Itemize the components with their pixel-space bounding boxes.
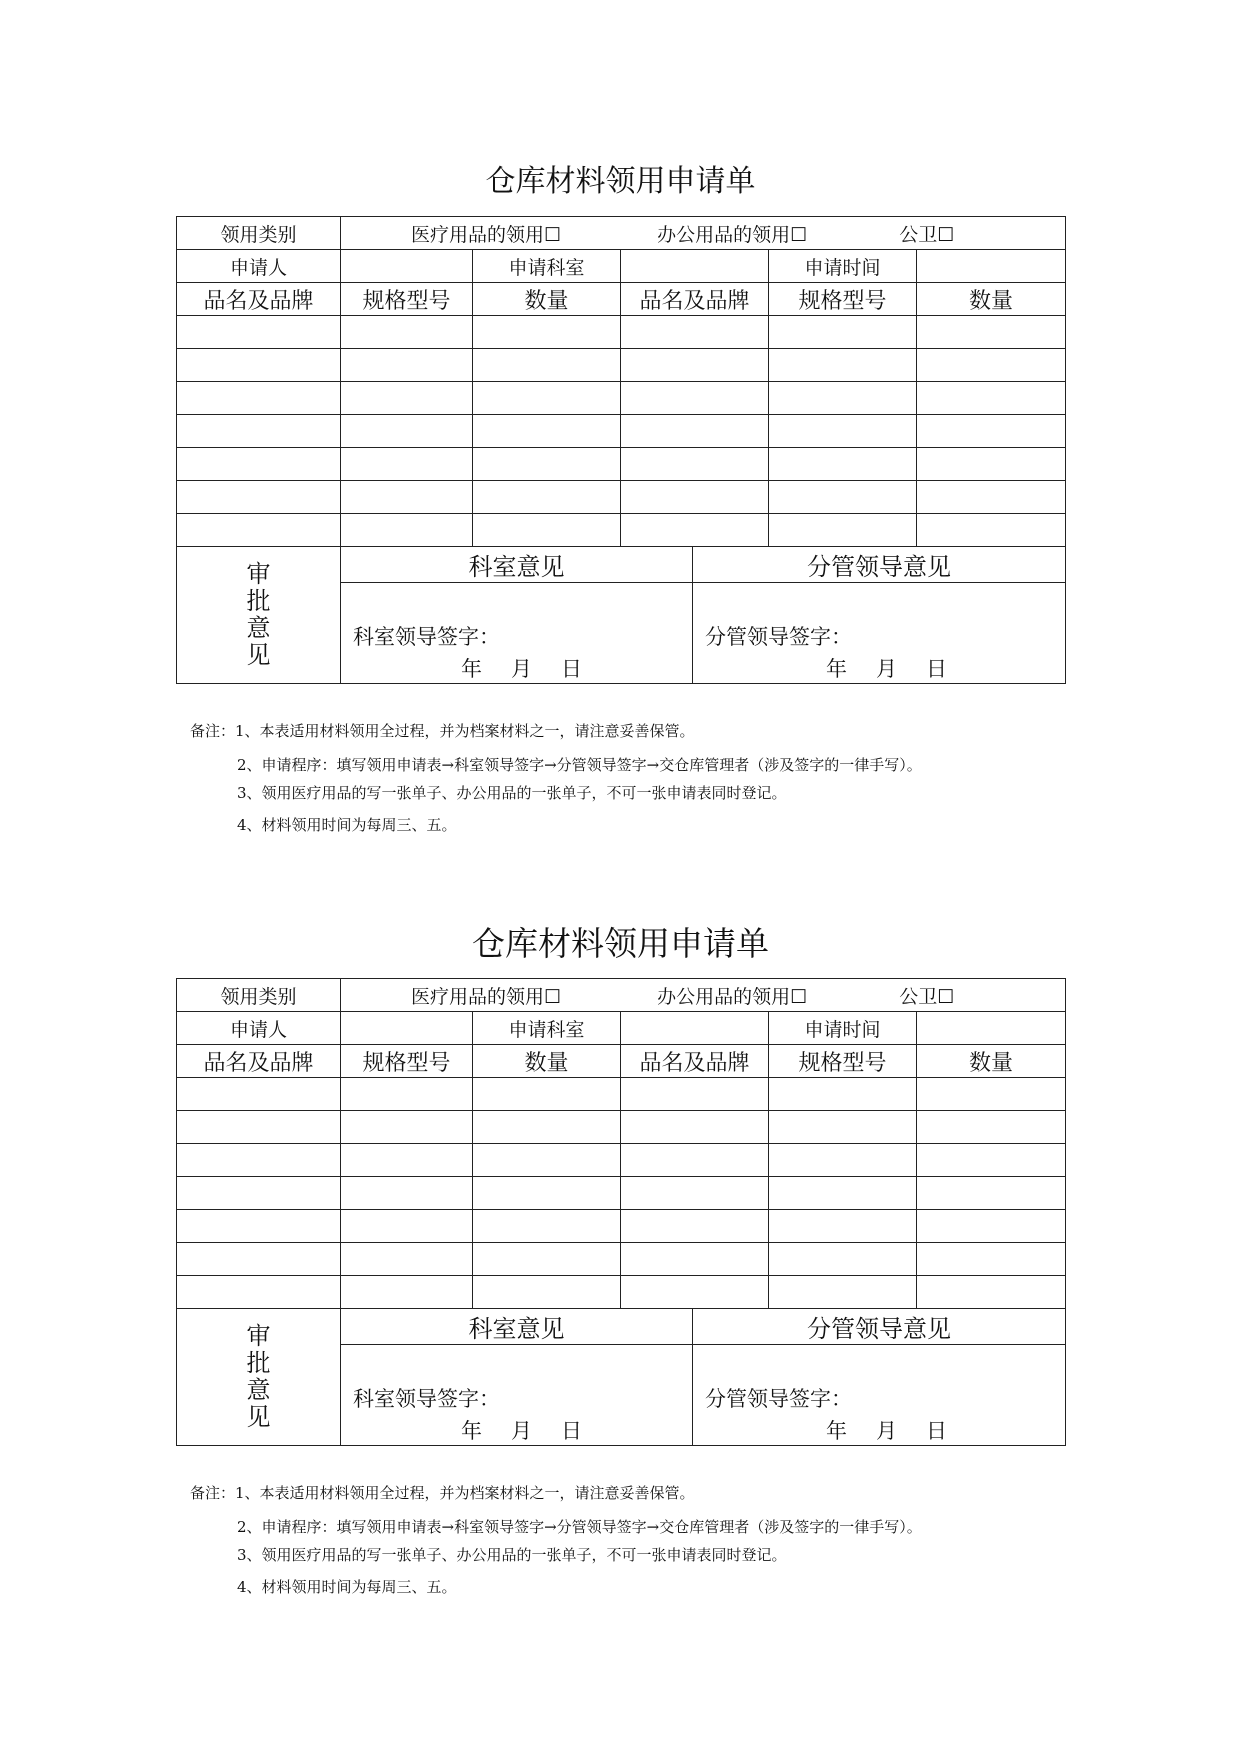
column-header: 品名及品牌 [177,1045,341,1078]
column-header: 规格型号 [769,1045,917,1078]
item-cell[interactable] [473,1210,621,1243]
item-row [177,1144,1066,1177]
type-options [341,979,1066,1012]
medical-supplies-checkbox[interactable]: 医疗用品的领用☐ [411,985,562,1008]
column-header: 品名及品牌 [621,1045,769,1078]
item-cell[interactable] [177,514,341,547]
item-cell[interactable] [621,316,769,349]
item-cell[interactable] [769,1177,917,1210]
type-row [177,979,1066,1012]
item-row [177,481,1066,514]
dept-sign-area[interactable] [341,1345,693,1446]
form-title: 仓库材料领用申请单 [472,924,769,963]
column-header: 规格型号 [341,283,473,316]
dept-sign-date: 年 月 日 [461,1419,582,1443]
item-cell[interactable] [177,448,341,481]
item-row [177,1210,1066,1243]
item-cell[interactable] [341,1276,473,1309]
leader-sign-area[interactable] [693,1345,1066,1446]
opinion-header-row [177,547,1066,583]
item-cell[interactable] [341,316,473,349]
item-cell[interactable] [341,415,473,448]
item-cell[interactable] [473,349,621,382]
time-field[interactable] [917,1012,1066,1045]
item-cell[interactable] [621,448,769,481]
item-cell[interactable] [473,1243,621,1276]
item-row [177,415,1066,448]
item-row [177,1243,1066,1276]
item-row [177,1276,1066,1309]
column-header: 规格型号 [341,1045,473,1078]
item-cell[interactable] [341,1144,473,1177]
leader-sign-area[interactable] [693,583,1066,684]
leader-opinion-title: 分管领导意见 [693,1309,1066,1345]
time-label: 申请时间 [769,1012,917,1045]
item-cell[interactable] [473,448,621,481]
item-cell[interactable] [177,349,341,382]
approval-label: 审 批 意 见 [177,547,341,684]
type-options [341,217,1066,250]
item-cell[interactable] [769,1276,917,1309]
item-cell[interactable] [177,1276,341,1309]
item-cell[interactable] [341,481,473,514]
item-cell[interactable] [917,1111,1066,1144]
item-cell[interactable] [621,1210,769,1243]
item-cell[interactable] [621,514,769,547]
item-cell[interactable] [473,1276,621,1309]
item-cell[interactable] [769,1210,917,1243]
note-line: 3、领用医疗用品的写一张单子、办公用品的一张单子，不可一张申请表同时登记。 [237,784,787,802]
note-line: 2、申请程序：填写领用申请表→科室领导签字→分管领导签字→交仓库管理者（涉及签字的一律手写）。 [237,756,922,774]
item-cell[interactable] [621,1276,769,1309]
applicant-label: 申请人 [177,1012,341,1045]
item-cell[interactable] [621,415,769,448]
note-line: 备注：1、本表适用材料领用全过程，并为档案材料之一，请注意妥善保管。 [190,1484,695,1502]
column-header: 数量 [917,1045,1066,1078]
item-cell[interactable] [917,514,1066,547]
item-cell[interactable] [341,448,473,481]
medical-supplies-checkbox[interactable]: 医疗用品的领用☐ [411,223,562,246]
opinion-header-row [177,1309,1066,1345]
item-cell[interactable] [177,382,341,415]
leader-sign-date: 年 月 日 [826,657,947,681]
dept-opinion-title: 科室意见 [341,1309,693,1345]
department-field[interactable] [621,1012,769,1045]
item-cell[interactable] [473,1078,621,1111]
item-cell[interactable] [621,382,769,415]
note-line: 3、领用医疗用品的写一张单子、办公用品的一张单子，不可一张申请表同时登记。 [237,1546,787,1564]
type-label: 领用类别 [177,979,341,1012]
leader-sign-label: 分管领导签字： [705,1387,852,1411]
column-header: 数量 [473,283,621,316]
applicant-field[interactable] [341,1012,473,1045]
type-label: 领用类别 [177,217,341,250]
item-cell[interactable] [473,415,621,448]
item-cell[interactable] [621,1111,769,1144]
dept-sign-label: 科室领导签字： [353,1387,500,1411]
item-cell[interactable] [177,1111,341,1144]
department-label: 申请科室 [473,1012,621,1045]
applicant-label: 申请人 [177,250,341,283]
item-cell[interactable] [341,1177,473,1210]
time-label: 申请时间 [769,250,917,283]
dept-sign-area[interactable] [341,583,693,684]
column-header: 数量 [917,283,1066,316]
column-header-row [177,1045,1066,1078]
applicant-row [177,1012,1066,1045]
item-cell[interactable] [177,1243,341,1276]
item-cell[interactable] [473,481,621,514]
item-row [177,349,1066,382]
department-label: 申请科室 [473,250,621,283]
item-cell[interactable] [917,1243,1066,1276]
item-cell[interactable] [621,1177,769,1210]
department-field[interactable] [621,250,769,283]
column-header: 品名及品牌 [621,283,769,316]
column-header-row [177,283,1066,316]
leader-sign-label: 分管领导签字： [705,625,852,649]
item-row [177,1078,1066,1111]
item-cell[interactable] [917,448,1066,481]
note-line: 备注：1、本表适用材料领用全过程，并为档案材料之一，请注意妥善保管。 [190,722,695,740]
note-line: 4、材料领用时间为每周三、五。 [237,816,457,834]
item-cell[interactable] [473,316,621,349]
public-health-checkbox[interactable]: 公卫☐ [899,223,955,246]
item-cell[interactable] [769,316,917,349]
note-line: 2、申请程序：填写领用申请表→科室领导签字→分管领导签字→交仓库管理者（涉及签字的一律手写）。 [237,1518,922,1536]
item-cell[interactable] [177,1177,341,1210]
item-cell[interactable] [177,1144,341,1177]
item-cell[interactable] [769,481,917,514]
requisition-table [176,978,1066,1446]
item-cell[interactable] [473,1111,621,1144]
item-cell[interactable] [917,415,1066,448]
item-cell[interactable] [769,415,917,448]
item-row [177,1177,1066,1210]
item-cell[interactable] [917,349,1066,382]
note-line: 4、材料领用时间为每周三、五。 [237,1578,457,1596]
item-row [177,1111,1066,1144]
item-cell[interactable] [473,382,621,415]
applicant-field[interactable] [341,250,473,283]
item-cell[interactable] [621,481,769,514]
item-cell[interactable] [917,1078,1066,1111]
item-cell[interactable] [177,415,341,448]
item-cell[interactable] [177,1078,341,1111]
applicant-row [177,250,1066,283]
dept-sign-date: 年 月 日 [461,657,582,681]
item-cell[interactable] [341,1243,473,1276]
item-cell[interactable] [621,1243,769,1276]
item-cell[interactable] [769,382,917,415]
leader-sign-date: 年 月 日 [826,1419,947,1443]
column-header: 品名及品牌 [177,283,341,316]
item-cell[interactable] [621,1078,769,1111]
item-row [177,316,1066,349]
leader-opinion-title: 分管领导意见 [693,547,1066,583]
item-cell[interactable] [473,1144,621,1177]
item-cell[interactable] [769,1111,917,1144]
public-health-checkbox[interactable]: 公卫☐ [899,985,955,1008]
item-cell[interactable] [341,514,473,547]
item-cell[interactable] [769,448,917,481]
item-cell[interactable] [917,382,1066,415]
item-cell[interactable] [473,514,621,547]
item-cell[interactable] [341,1078,473,1111]
requisition-table [176,216,1066,684]
form-title: 仓库材料领用申请单 [485,164,756,199]
time-field[interactable] [917,250,1066,283]
item-cell[interactable] [341,382,473,415]
item-cell[interactable] [473,1177,621,1210]
item-cell[interactable] [621,1144,769,1177]
item-cell[interactable] [769,349,917,382]
dept-sign-label: 科室领导签字： [353,625,500,649]
item-cell[interactable] [769,1144,917,1177]
office-supplies-checkbox[interactable]: 办公用品的领用☐ [657,985,808,1008]
item-cell[interactable] [769,1243,917,1276]
item-cell[interactable] [177,1210,341,1243]
item-cell[interactable] [917,1276,1066,1309]
item-cell[interactable] [341,1111,473,1144]
item-cell[interactable] [621,349,769,382]
item-cell[interactable] [341,1210,473,1243]
dept-opinion-title: 科室意见 [341,547,693,583]
item-cell[interactable] [917,1144,1066,1177]
item-cell[interactable] [917,316,1066,349]
item-row [177,382,1066,415]
type-row [177,217,1066,250]
item-row [177,448,1066,481]
column-header: 规格型号 [769,283,917,316]
item-cell[interactable] [769,1078,917,1111]
item-cell[interactable] [769,514,917,547]
approval-label: 审 批 意 见 [177,1309,341,1446]
item-cell[interactable] [177,481,341,514]
item-cell[interactable] [177,316,341,349]
office-supplies-checkbox[interactable]: 办公用品的领用☐ [657,223,808,246]
item-cell[interactable] [917,1210,1066,1243]
column-header: 数量 [473,1045,621,1078]
item-cell[interactable] [917,481,1066,514]
item-cell[interactable] [341,349,473,382]
item-row [177,514,1066,547]
item-cell[interactable] [917,1177,1066,1210]
